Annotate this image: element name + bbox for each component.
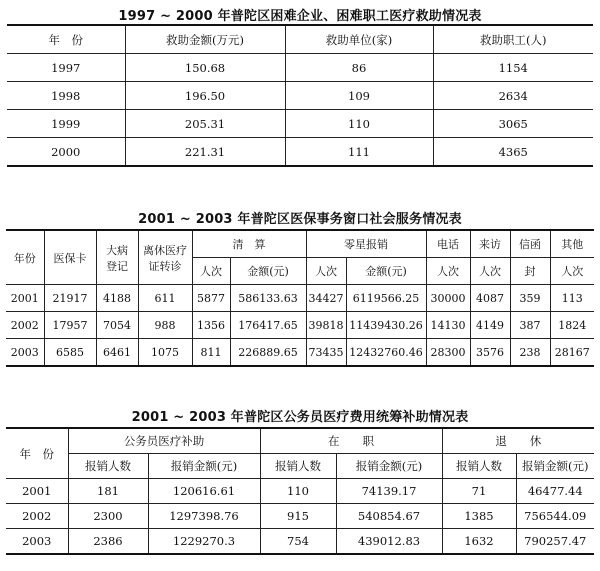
cell-aid-workers: 2634 [433, 82, 593, 110]
cell-in-service-count: 915 [260, 504, 336, 529]
cell-year: 2002 [6, 504, 68, 529]
cell-settlement-count: 811 [192, 339, 230, 367]
header-settlement-amount: 金额(元) [230, 258, 306, 285]
header-year: 年 份 [7, 25, 125, 54]
header-subsidy-count: 报销人数 [68, 454, 148, 479]
cell-aid-units: 110 [285, 110, 433, 138]
cell-subsidy-amount: 1229270.3 [148, 529, 260, 555]
cell-subsidy-count: 2386 [68, 529, 148, 555]
header-settlement: 清 算 [192, 230, 306, 258]
header-reimbursement: 零星报销 [306, 230, 426, 258]
header-civil-servant-subsidy: 公务员医疗补助 [68, 428, 260, 454]
cell-subsidy-count: 2300 [68, 504, 148, 529]
cell-serious-illness: 4188 [96, 285, 138, 312]
cell-settlement-amount: 176417.65 [230, 312, 306, 339]
header-in-service-count: 报销人数 [260, 454, 336, 479]
table3-civil-servant-subsidy [6, 427, 594, 555]
cell-visit: 4087 [470, 285, 510, 312]
header-serious-illness-line2: 登记 [106, 259, 128, 273]
cell-aid-amount: 150.68 [125, 54, 285, 82]
table-row [6, 529, 594, 555]
cell-retired-amount: 756544.09 [516, 504, 594, 529]
cell-in-service-amount: 74139.17 [336, 479, 442, 504]
table-row [6, 285, 594, 312]
cell-aid-units: 111 [285, 138, 433, 167]
cell-settlement-count: 1356 [192, 312, 230, 339]
cell-settlement-amount: 586133.63 [230, 285, 306, 312]
cell-card: 6585 [44, 339, 96, 367]
header-insurance-card: 医保卡 [44, 230, 96, 285]
header-year: 年份 [6, 230, 44, 285]
header-phone-count: 人次 [426, 258, 470, 285]
header-serious-illness [96, 230, 138, 285]
header-retired-referral-line2: 证转诊 [148, 259, 182, 273]
table-row [7, 138, 593, 167]
header-aid-units: 救助单位(家) [285, 25, 433, 54]
cell-other: 28167 [550, 339, 594, 367]
header-phone: 电话 [426, 230, 470, 258]
header-visit: 来访 [470, 230, 510, 258]
header-other-count: 人次 [550, 258, 594, 285]
header-letter-unit: 封 [510, 258, 550, 285]
table2-window-service [6, 229, 594, 367]
cell-in-service-amount: 439012.83 [336, 529, 442, 555]
table3-title: 2001 ~ 2003 年普陀区公务员医疗费用统筹补助情况表 [131, 410, 469, 425]
table1-header-row [7, 25, 593, 54]
cell-year: 1999 [7, 110, 125, 138]
cell-aid-workers: 1154 [433, 54, 593, 82]
cell-settlement-count: 5877 [192, 285, 230, 312]
cell-in-service-amount: 540854.67 [336, 504, 442, 529]
table-row [7, 110, 593, 138]
cell-phone: 30000 [426, 285, 470, 312]
cell-reimburse-amount: 6119566.25 [346, 285, 426, 312]
cell-retired-amount: 790257.47 [516, 529, 594, 555]
cell-letter: 387 [510, 312, 550, 339]
cell-aid-amount: 196.50 [125, 82, 285, 110]
header-aid-workers: 救助职工(人) [433, 25, 593, 54]
table3-header-row-2 [6, 454, 594, 479]
cell-aid-units: 86 [285, 54, 433, 82]
table1-medical-aid [7, 24, 593, 167]
header-retired: 退 休 [442, 428, 594, 454]
cell-retired-amount: 46477.44 [516, 479, 594, 504]
cell-card: 21917 [44, 285, 96, 312]
cell-year: 2000 [7, 138, 125, 167]
cell-in-service-count: 110 [260, 479, 336, 504]
cell-aid-amount: 221.31 [125, 138, 285, 167]
cell-retired-count: 1385 [442, 504, 516, 529]
cell-card: 17957 [44, 312, 96, 339]
cell-aid-workers: 3065 [433, 110, 593, 138]
cell-year: 2001 [6, 479, 68, 504]
cell-subsidy-amount: 1297398.76 [148, 504, 260, 529]
table-row [6, 339, 594, 367]
header-aid-amount: 救助金额(万元) [125, 25, 285, 54]
cell-phone: 28300 [426, 339, 470, 367]
cell-subsidy-count: 181 [68, 479, 148, 504]
header-year: 年 份 [6, 428, 68, 479]
header-serious-illness-line1: 大病 [106, 243, 128, 257]
header-subsidy-amount: 报销金额(元) [148, 454, 260, 479]
header-in-service-amount: 报销金额(元) [336, 454, 442, 479]
cell-year: 2002 [6, 312, 44, 339]
cell-in-service-count: 754 [260, 529, 336, 555]
table-row [6, 479, 594, 504]
cell-reimburse-count: 39818 [306, 312, 346, 339]
cell-settlement-amount: 226889.65 [230, 339, 306, 367]
cell-reimburse-amount: 12432760.46 [346, 339, 426, 367]
header-in-service: 在 职 [260, 428, 442, 454]
table2-header-row-1 [6, 230, 594, 258]
header-retired-amount: 报销金额(元) [516, 454, 594, 479]
cell-retired-referral: 988 [138, 312, 192, 339]
cell-retired-count: 71 [442, 479, 516, 504]
table2-title: 2001 ~ 2003 年普陀区医保事务窗口社会服务情况表 [138, 212, 462, 227]
header-reimburse-count: 人次 [306, 258, 346, 285]
table-row [7, 54, 593, 82]
cell-visit: 4149 [470, 312, 510, 339]
cell-subsidy-amount: 120616.61 [148, 479, 260, 504]
cell-serious-illness: 6461 [96, 339, 138, 367]
header-retired-referral-line1: 离休医疗 [143, 243, 187, 257]
table-row [6, 504, 594, 529]
cell-other: 1824 [550, 312, 594, 339]
cell-serious-illness: 7054 [96, 312, 138, 339]
header-letter: 信函 [510, 230, 550, 258]
header-settlement-count: 人次 [192, 258, 230, 285]
cell-visit: 3576 [470, 339, 510, 367]
cell-retired-referral: 611 [138, 285, 192, 312]
cell-letter: 238 [510, 339, 550, 367]
cell-aid-workers: 4365 [433, 138, 593, 167]
header-other: 其他 [550, 230, 594, 258]
table-row [6, 312, 594, 339]
table3-header-row-1 [6, 428, 594, 454]
cell-year: 1997 [7, 54, 125, 82]
cell-year: 2001 [6, 285, 44, 312]
cell-retired-referral: 1075 [138, 339, 192, 367]
cell-aid-amount: 205.31 [125, 110, 285, 138]
cell-retired-count: 1632 [442, 529, 516, 555]
cell-letter: 359 [510, 285, 550, 312]
cell-reimburse-amount: 11439430.26 [346, 312, 426, 339]
table1-title: 1997 ~ 2000 年普陀区困难企业、困难职工医疗救助情况表 [118, 9, 482, 24]
cell-year: 2003 [6, 339, 44, 367]
cell-phone: 14130 [426, 312, 470, 339]
header-visit-count: 人次 [470, 258, 510, 285]
cell-reimburse-count: 73435 [306, 339, 346, 367]
cell-year: 2003 [6, 529, 68, 555]
cell-aid-units: 109 [285, 82, 433, 110]
cell-reimburse-count: 34427 [306, 285, 346, 312]
header-retired-referral [138, 230, 192, 285]
cell-year: 1998 [7, 82, 125, 110]
cell-other: 113 [550, 285, 594, 312]
table-row [7, 82, 593, 110]
header-retired-count: 报销人数 [442, 454, 516, 479]
header-reimburse-amount: 金额(元) [346, 258, 426, 285]
